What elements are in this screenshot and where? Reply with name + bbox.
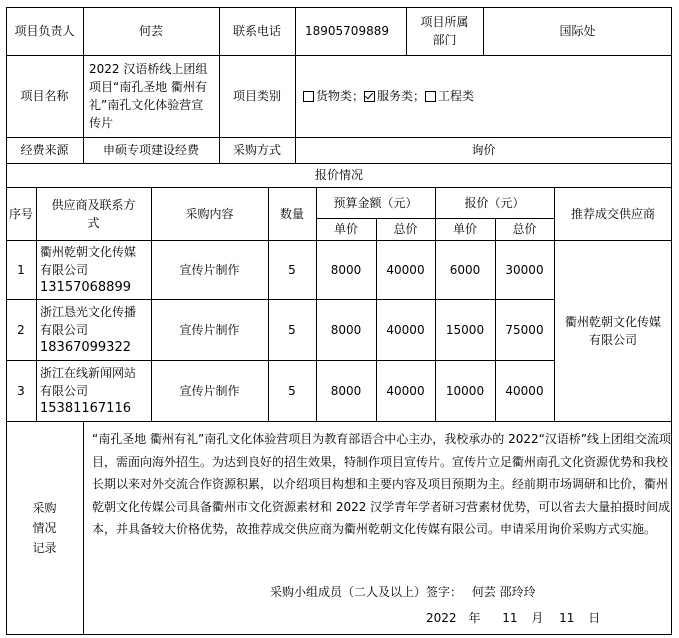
row2-supplier-phone: 18367099322 [40, 339, 131, 355]
procurement-form [6, 7, 672, 635]
date-year-unit: 年 [468, 611, 481, 625]
project-name-value: 2022 汉语桥线上团组项目“南孔圣地 衢州有礼”南孔文化体验营宣传片 [89, 62, 208, 130]
signature-names: 何芸 邵玲玲 [471, 585, 536, 599]
row3-content: 宣传片制作 [179, 383, 240, 398]
row1-supplier-phone: 13157068899 [40, 279, 131, 295]
row1-price-total: 30000 [505, 262, 544, 277]
phone-label: 联系电话 [232, 24, 281, 38]
row2-budget-unit: 8000 [330, 322, 362, 337]
type-option-engineering[interactable]: 工程类 [425, 87, 474, 105]
dept-label: 项目所属部门 [420, 15, 469, 47]
col-header-supplier: 供应商及联系方式 [51, 197, 136, 230]
col-header-price-unit: 单价 [452, 222, 477, 236]
checkbox-icon [425, 91, 436, 102]
row1-budget-total: 40000 [386, 262, 425, 277]
row2-qty: 5 [288, 322, 296, 337]
col-header-content: 采购内容 [185, 206, 234, 221]
dept-value: 国际处 [559, 24, 596, 38]
row3-index: 3 [17, 383, 25, 398]
col-header-budget-unit: 单价 [333, 222, 358, 236]
col-header-budget-total: 总价 [393, 222, 418, 236]
row2-supplier [36, 299, 151, 360]
row1-supplier [36, 240, 151, 299]
row3-qty: 5 [288, 383, 296, 398]
record-date [426, 609, 600, 626]
row3-supplier-name: 浙江在线新闻网站有限公司 [40, 365, 137, 398]
col-header-recommended: 推荐成交供应商 [570, 206, 655, 221]
row1-supplier-name: 衢州乾朝文化传媒有限公司 [40, 244, 137, 277]
project-name-label: 项目名称 [20, 89, 69, 103]
funding-source-value: 申硕专项建设经费 [102, 143, 199, 157]
quote-section-title: 报价情况 [314, 168, 363, 182]
checkbox-icon [303, 91, 314, 102]
leader-label: 项目负责人 [14, 24, 75, 38]
row1-content: 宣传片制作 [179, 262, 240, 277]
date-day: 11 [559, 611, 575, 625]
checked-checkbox-icon [364, 91, 375, 102]
recommended-supplier: 衢州乾朝文化传媒有限公司 [564, 314, 661, 347]
procurement-method-label: 采购方式 [232, 143, 281, 157]
row2-price-unit: 15000 [445, 322, 485, 337]
row1-budget-unit: 8000 [330, 262, 362, 277]
row2-price-total: 75000 [505, 322, 544, 337]
project-type-options [295, 55, 672, 137]
row1-qty: 5 [288, 262, 296, 277]
record-body: “南孔圣地 衢州有礼”南孔文化体验营项目为教育部语合中心主办，我校承办的 2022“汉语桥”线上团组交流项目，需面向海外招生。为达到良好的招生效果，特制作项目宣传片。宣传片立足衢州南孔文化资源优势和我校长期以来对外交流合作资源积累，以介绍项目构想和主要内容及项目预期为主。经前期市场调研和比价，衢州乾朝文化传媒公司具备衢州市文化资源素材和 2022 汉学青年学者研习营素材优势，可以省去大量拍摄时间成本，并具备较大价格优势，故推荐成交供应商为衢州乾朝文化传媒有限公司。申请采用询价采购方式实施。 [92, 432, 672, 537]
row3-budget-total: 40000 [386, 383, 425, 398]
signature-label: 采购小组成员（二人及以上）签字： [270, 585, 463, 599]
type-option-service[interactable]: 服务类； [364, 87, 425, 105]
phone-value: 18905709889 [305, 24, 389, 38]
project-type-label: 项目类别 [232, 89, 281, 103]
row3-supplier [36, 360, 151, 421]
date-month: 11 [502, 611, 518, 625]
row3-price-unit: 10000 [445, 383, 485, 398]
date-day-unit: 日 [588, 611, 601, 625]
row3-supplier-phone: 15381167116 [40, 400, 131, 416]
col-header-price: 报价（元） [464, 195, 525, 210]
signature-line [270, 583, 536, 600]
type-option-goods[interactable]: 货物类； [303, 87, 364, 105]
row1-index: 1 [17, 262, 25, 277]
row1-price-unit: 6000 [449, 262, 481, 277]
date-month-unit: 月 [531, 611, 544, 625]
funding-source-label: 经费来源 [20, 143, 69, 157]
row3-budget-unit: 8000 [330, 383, 362, 398]
date-year: 2022 [426, 611, 457, 625]
row2-index: 2 [17, 322, 25, 337]
row2-supplier-name: 浙江恳光文化传播有限公司 [40, 304, 137, 337]
col-header-budget: 预算金额（元） [333, 195, 418, 210]
row2-budget-total: 40000 [386, 322, 425, 337]
col-header-price-total: 总价 [512, 222, 537, 236]
row3-price-total: 40000 [505, 383, 544, 398]
leader-value: 何芸 [138, 24, 163, 38]
col-header-qty: 数量 [279, 206, 304, 221]
col-header-index: 序号 [8, 206, 33, 221]
row2-content: 宣传片制作 [179, 322, 240, 337]
procurement-method-value: 询价 [471, 143, 496, 157]
record-label: 采购情况记录 [32, 500, 57, 555]
